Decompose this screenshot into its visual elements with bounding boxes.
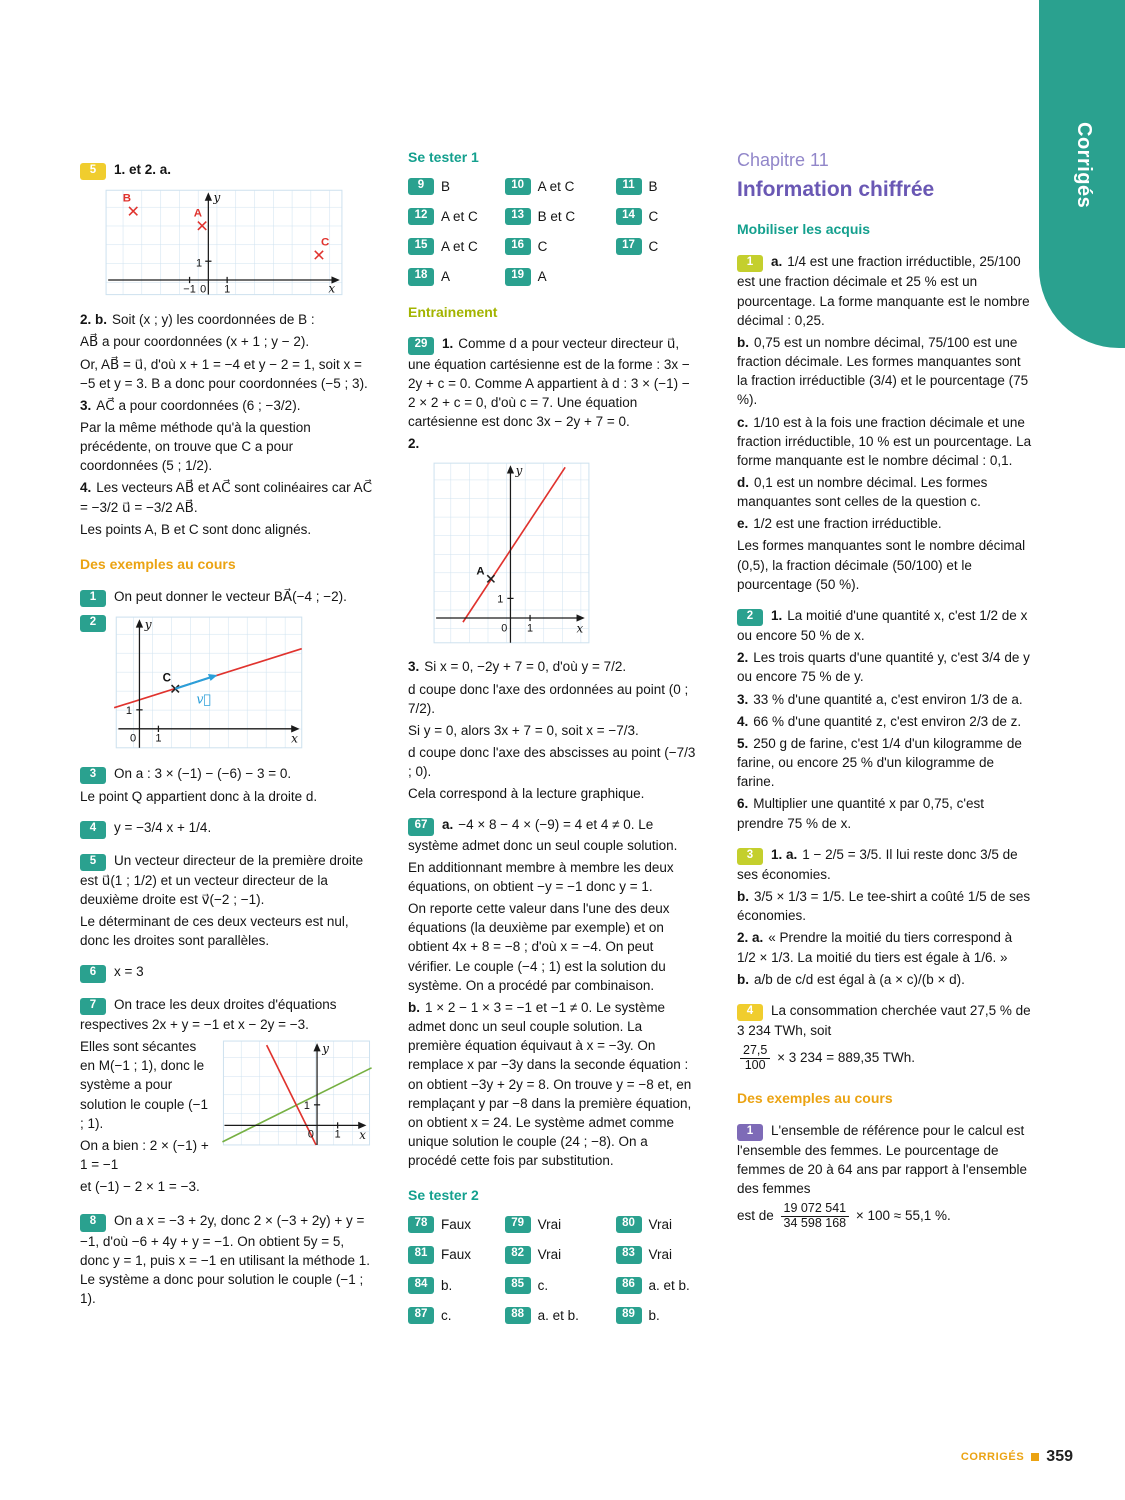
question-number-badge: 13 [505,208,531,225]
column-left [80,148,372,1311]
text-run: Multiplier une quantité x par 0,75, c'est prendre 75 % de x. [737,796,984,831]
question-number-badge: 17 [616,238,642,255]
bold-lead: 2. [408,436,420,452]
bold-lead: e. [737,516,749,532]
y-tick-1: 1 [497,593,504,606]
bold-lead: 1. [442,336,454,352]
paragraph: On a bien : 2 × (−1) + 1 = −1 [80,1137,209,1172]
corner-tab [1039,0,1125,348]
bold-lead: b. [408,999,420,1015]
exercise-4 [80,818,372,838]
paragraph: Cela correspond à la lecture graphique. [408,786,645,802]
column-right [737,148,1033,1235]
fraction-numerator: 27,5 [740,1044,770,1059]
text-run: On a x = −3 + 2y, donc 2 × (−3 + 2y) + y = −1, d'où −6 + 4y + y = −1. On obtient 5y = 5, donc y = 1, puis x = −1 en utilisant la méthode 1. Le système a donc pour solution le couple (−1 ; 1). [80,1213,371,1306]
question-number-badge: 80 [616,1216,642,1233]
answer-value: A et C [441,239,478,255]
text-run: La consommation cherchée vaut 27,5 % de 3 234 TWh, soit [737,1002,1031,1039]
answer-value: C [648,209,659,225]
paragraph [737,514,1033,533]
x-axis-label: x [359,1127,366,1142]
se-tester-2-answers [408,1215,696,1325]
bold-lead: 4. [80,480,92,496]
paragraph: AB⃗ a pour coordonnées (x + 1 ; y − 2). [80,334,310,350]
exercise-number-badge: 1 [737,1124,763,1141]
answer-value: A et C [537,178,575,194]
grid-background [434,464,589,644]
se-tester-1-answers [408,177,696,287]
answer-cell [408,1276,503,1295]
text-run: × 3 234 = 889,35 TWh. [777,1050,915,1066]
text-run: Un vecteur directeur de la première droite est u⃗(1 ; 1/2) et un vecteur directeur de la deuxième droite est v⃗(−2 ; −1). [80,852,364,907]
exercise-number-badge: 3 [80,767,106,784]
question-number-badge: 79 [505,1216,531,1233]
section-heading-se-tester-1: Se tester 1 [408,149,479,165]
answer-value: B [441,178,451,194]
text-run: Les trois quarts d'une quantité y, c'est 3/4 de y ou encore 75 % de y. [737,650,1030,685]
exercise-m4 [737,1001,1033,1040]
chapter-number: Chapitre 11 [737,150,829,170]
question-number-badge: 12 [408,208,434,225]
grid-background [106,190,342,294]
point-c-label: C [162,672,172,685]
text-run: 33 % d'une quantité a, c'est environ 1/3 de a. [753,691,1023,707]
answer-cell [408,1215,503,1234]
y-tick-1: 1 [125,705,133,718]
vector-v-label: v⃗ [196,691,212,707]
paragraph [737,473,1033,511]
answer-value: B [648,178,658,194]
exercise-d1 [737,1121,1033,1199]
exercise-m2 [737,606,1033,645]
paragraph [737,887,1033,925]
x-tick-1: 1 [334,1128,341,1141]
answer-cell [408,207,503,226]
question-number-badge: 19 [505,268,531,285]
fraction [781,1202,850,1231]
answer-value: c. [441,1307,452,1323]
bold-lead: b. [737,971,749,987]
graph-line-d [432,461,592,647]
exercise-number-badge: 2 [737,609,763,626]
paragraph [737,690,1033,709]
text-run: 3/5 × 1/3 = 1/5. Le tee-shirt a coûté 1/5 de ses économies. [737,889,1031,924]
text-run: 0,1 est un nombre décimal. Les formes manquantes sont celles de la question c. [737,475,988,510]
bold-lead: 2. a. [737,930,764,946]
text-run: 1/10 est à la fois une fraction décimale et une fraction irréductible, 10 % est un pourcentage. La forme manquante est le nombre décimal : 0,1. [737,414,1032,468]
bold-lead: 1. a. [771,846,798,862]
x-tick-1: 1 [527,622,534,635]
text-run: AC⃗ a pour coordonnées (6 ; −3/2). [96,397,301,413]
exercise-number-badge: 67 [408,818,434,835]
text-run: 1/4 est une fraction irréductible, 25/100 est une fraction décimale et 25 % est un pourcentage. La forme manquante est le nombre décimal : 0,25. [737,254,1030,328]
bold-lead: b. [737,889,749,905]
chapter-title: Information chiffrée [737,177,935,201]
exercise-number-badge: 4 [737,1004,763,1021]
question-number-badge: 15 [408,238,434,255]
point-a-label: A [193,207,203,220]
point-c-label: C [321,236,330,249]
text-run: « Prendre la moitié du tiers correspond à 1/2 × 1/3. La moitié du tiers est égale à 1/6. » [737,930,1013,965]
exercise-number-badge: 1 [80,590,106,607]
y-tick-1: 1 [195,257,203,270]
question-number-badge: 82 [505,1246,531,1263]
exercise-m3 [737,845,1033,884]
y-axis-label: y [213,190,221,205]
bold-lead: 5. [737,735,749,751]
paragraph [737,712,1033,731]
x-tick-0: 0 [501,622,508,635]
fraction [740,1044,770,1073]
answer-cell [505,1245,614,1264]
x-axis-label: x [328,281,336,296]
question-number-badge: 87 [408,1307,434,1324]
text-run: 1 − 2/5 = 3/5. Il lui reste donc 3/5 de ses économies. [737,846,1018,882]
y-axis-label: y [515,463,523,478]
corner-tab-label: Corrigés [1073,122,1095,209]
paragraph: d coupe donc l'axe des abscisses au point (−7/3 ; 0). [408,745,696,780]
paragraph: Elles sont sécantes en M(−1 ; 1), donc le système a pour solution le couple (−1 ; 1). [80,1039,208,1131]
text-run: On a : 3 × (−1) − (−6) − 3 = 0. [114,766,292,782]
fraction-denominator: 100 [744,1058,766,1073]
fraction-denominator: 34 598 168 [783,1216,847,1231]
bold-lead: a. [442,817,454,833]
bold-lead: 1. [771,607,783,623]
question-number-badge: 14 [616,208,642,225]
fraction-numerator: 19 072 541 [781,1202,850,1217]
x-axis-label: x [576,621,584,636]
exercise-6 [80,962,372,982]
paragraph [737,333,1033,410]
bold-lead: 2. [737,650,749,666]
text-run: Si x = 0, −2y + 7 = 0, d'où y = 7/2. [424,659,627,675]
paragraph: Or, AB⃗ = u⃗, d'où x + 1 = −4 et y − 2 = 1, soit x = −5 et y = 3. B a donc pour coordonnées (−5 ; 3). [80,356,368,391]
x-tick-1: 1 [224,283,231,296]
bold-lead: 3. [737,691,749,707]
answer-value: Vrai [537,1247,562,1263]
paragraph: Les formes manquantes sont le nombre décimal (0,5), la fraction décimale (50/100) et le pourcentage (50 %). [737,538,1026,592]
point-a-label: A [476,566,485,579]
exercise-number-badge: 29 [408,337,434,354]
answer-value: a. et b. [648,1277,690,1293]
exercise-7 [80,995,372,1034]
answer-cell [616,177,696,196]
x-tick-0: 0 [200,283,207,296]
text-run: La moitié d'une quantité x, c'est 1/2 de x ou encore 50 % de x. [737,607,1028,644]
text-run: y = −3/4 x + 1/4. [114,820,212,836]
paragraph: Par la même méthode qu'à la question précédente, on trouve que C a pour coordonnées (5 ; 1/2). [80,420,311,474]
fraction-line [737,1202,1033,1231]
answer-cell [505,267,614,286]
text-run: Les vecteurs AB⃗ et AC⃗ sont colinéaires car AC⃗ = −3/2 u⃗ = −3/2 AB⃗. [80,480,373,515]
text-run: Comme d a pour vecteur directeur u⃗, une équation cartésienne est de la forme : 3x − 2y + c = 0. Comme A appartient à d : 3 × (−1) − 2 × 2 + c = 0, d'où c = 7. Une équation cartésienne est donc 3x − 2y + 7 = 0. [408,336,690,430]
answer-value: b. [441,1277,453,1293]
question-number-badge: 9 [408,178,434,195]
x-tick-0: 0 [130,732,137,745]
question-number-badge: 78 [408,1216,434,1233]
text-run: x = 3 [114,964,144,980]
exercise-67 [408,815,696,854]
text-run: 66 % d'une quantité z, c'est environ 2/3 de z. [753,713,1022,729]
bold-lead: 3. [408,659,420,675]
x-axis-label: x [291,731,299,746]
y-axis-label: y [322,1041,329,1056]
answer-cell [616,1215,696,1234]
paragraph: d coupe donc l'axe des ordonnées au point (0 ; 7/2). [408,681,689,716]
answer-cell [408,1245,503,1264]
paragraph [408,657,696,676]
exercise-number-badge: 8 [80,1214,106,1231]
answer-value: A [537,269,547,285]
answer-cell [616,237,696,256]
bold-lead: d. [737,475,749,491]
answer-cell [505,1276,614,1295]
answer-value: B et C [537,209,576,225]
question-number-badge: 10 [505,178,531,195]
paragraph [737,413,1033,470]
exercise-7-body [80,1037,372,1199]
text-run: a/b de c/d est égal à (a × c)/(b × d). [754,971,965,987]
exercise-29 [408,334,696,431]
exercise-m1 [737,252,1033,330]
text-run: 1 × 2 − 1 × 3 = −1 et −1 ≠ 0. Le système admet donc un seul couple solution. La première équation équivaut à x = −3y. On remplace x par −3y dans la seconde équation : on obtient −3y + 2y = 8. On trouve y = −8 et, en remplaçant y par −8 dans la première équation, on obtient x = 24. Le système admet comme unique solution le couple (24 ; −8). On a procédé cette fois par substitution. [408,999,692,1169]
answer-cell [505,1215,614,1234]
answer-cell [616,207,696,226]
answer-cell [505,1306,614,1325]
point-b-label: B [122,192,132,205]
exercise-number-badge: 5 [80,163,106,180]
paragraph: Le point Q appartient donc à la droite d. [80,789,318,805]
bold-lead: b. [737,334,749,350]
exercise-2 [80,615,372,752]
exercise-number-badge: 2 [80,615,106,632]
bold-lead: a. [771,254,783,270]
section-heading-entrainement: Entrainement [408,303,498,320]
paragraph [737,970,1033,989]
page-number: 359 [1046,1448,1073,1465]
question-number-badge: 81 [408,1246,434,1263]
text-run: −4 × 8 − 4 × (−9) = 4 et 4 ≠ 0. Le système admet donc un seul couple solution. [408,817,678,853]
exercise-heading-text: 1. et 2. a. [114,162,172,177]
paragraph [80,310,372,329]
question-number-badge: 83 [616,1246,642,1263]
paragraph [737,734,1033,791]
section-heading-exemples: Des exemples au cours [80,555,236,572]
exercise-5b [80,851,372,910]
paragraph: Les points A, B et C sont donc alignés. [80,521,312,537]
exercise-number-badge: 6 [80,965,106,982]
exercise-3 [80,764,372,784]
paragraph [80,478,372,516]
text-run: On peut donner le vecteur BA⃗(−4 ; −2). [114,588,347,604]
exercise-8 [80,1211,372,1308]
answer-cell [505,207,614,226]
paragraph: Si y = 0, alors 3x + 7 = 0, soit x = −7/3. [408,722,639,738]
answer-value: Vrai [537,1217,562,1233]
exercise-5-heading [80,160,372,180]
section-heading-exemples-2: Des exemples au cours [737,1089,893,1106]
exercise-1 [80,587,372,607]
text-run: Soit (x ; y) les coordonnées de B : [112,312,315,328]
answer-value: c. [537,1277,549,1293]
section-heading-se-tester-2: Se tester 2 [408,1187,479,1204]
answer-cell [616,1306,696,1325]
x-tick-minus1: −1 [183,283,196,296]
answer-cell [408,1306,503,1325]
graph-points-abc [104,188,344,300]
exercise-number-badge: 4 [80,821,106,838]
text-run: est de [737,1208,774,1224]
column-middle [408,148,696,1331]
paragraph [408,998,696,1170]
bold-lead: 6. [737,796,749,812]
question-number-badge: 84 [408,1277,434,1294]
exercise-number-badge: 3 [737,848,763,865]
paragraph [737,648,1033,686]
paragraph: En additionnant membre à membre les deux équations, on obtient −y = −1 donc y = 1. [408,859,674,894]
question-number-badge: 89 [616,1307,642,1324]
paragraph: Le déterminant de ces deux vecteurs est nul, donc les droites sont parallèles. [80,914,349,949]
answer-value: Faux [441,1217,472,1233]
answer-cell [505,237,614,256]
exercise-number-badge: 1 [737,255,763,272]
text-run: 0,75 est un nombre décimal, 75/100 est une fraction décimale. Les formes manquantes sont la fraction irréductible (3/4) et le pourcentage (75 %). [737,334,1029,408]
bold-lead: 3. [80,397,92,413]
question-number-badge: 18 [408,268,434,285]
paragraph [737,928,1033,966]
footer-square-icon [1031,1453,1039,1461]
answer-value: b. [648,1307,660,1323]
answer-value: A et C [441,209,478,225]
question-number-badge: 11 [616,178,642,195]
bold-lead: c. [737,414,749,430]
question-number-badge: 88 [505,1307,531,1324]
question-number-badge: 85 [505,1277,531,1294]
answer-value: A [441,269,451,285]
paragraph: et (−1) − 2 × 1 = −3. [80,1179,200,1195]
answer-cell [616,1276,696,1295]
x-tick-1: 1 [155,732,162,745]
answer-cell [408,237,503,256]
answer-cell [616,1245,696,1264]
bold-lead: 4. [737,713,749,729]
graph-vector-v [114,615,304,752]
answer-cell [408,177,503,196]
paragraph [80,396,372,415]
y-axis-label: y [144,617,152,632]
graph-two-lines [222,1039,372,1147]
text-run: L'ensemble de référence pour le calcul est l'ensemble des femmes. Le pourcentage de femmes de 20 à 64 ans par rapport à l'ensemble des femmes [737,1122,1027,1197]
grid-background [116,617,301,748]
y-tick-1: 1 [303,1100,310,1113]
text-run: 1/2 est une fraction irréductible. [753,516,942,532]
answer-value: Vrai [648,1247,673,1263]
answer-value: a. et b. [537,1307,579,1323]
text-run: × 100 ≈ 55,1 %. [855,1208,951,1224]
answer-cell [505,177,614,196]
text-run: 250 g de farine, c'est 1/4 d'un kilogramme de farine, ou encore 25 % d'un kilogramme de farine. [737,735,1022,790]
answer-value: C [537,239,548,255]
fraction-line [737,1044,1033,1073]
section-heading-mobiliser: Mobiliser les acquis [737,221,871,238]
bold-lead: 2. b. [80,312,108,328]
answer-cell [408,267,503,286]
exercise-number-badge: 5 [80,854,106,871]
question-number-badge: 86 [616,1277,642,1294]
page-footer [961,1448,1073,1466]
paragraph [737,794,1033,832]
grid-background [223,1041,369,1145]
answer-value: Faux [441,1247,472,1263]
paragraph [408,434,696,453]
footer-section-label: CORRIGÉS [960,1451,1025,1463]
x-tick-0: 0 [307,1128,314,1141]
text-run: On trace les deux droites d'équations respectives 2x + y = −1 et x − 2y = −3. [80,996,337,1032]
exercise-number-badge: 7 [80,998,106,1015]
question-number-badge: 16 [505,238,531,255]
answer-value: Vrai [648,1217,673,1233]
paragraph: On reporte cette valeur dans l'une des deux équations (la deuxième par exemple) et on obtient 4x + 8 = −8 ; d'où x = −4. On peut vérifier. Le couple (−4 ; 1) est la solution du système. On a procédé par combinaison. [408,901,670,993]
answer-value: C [648,239,659,255]
